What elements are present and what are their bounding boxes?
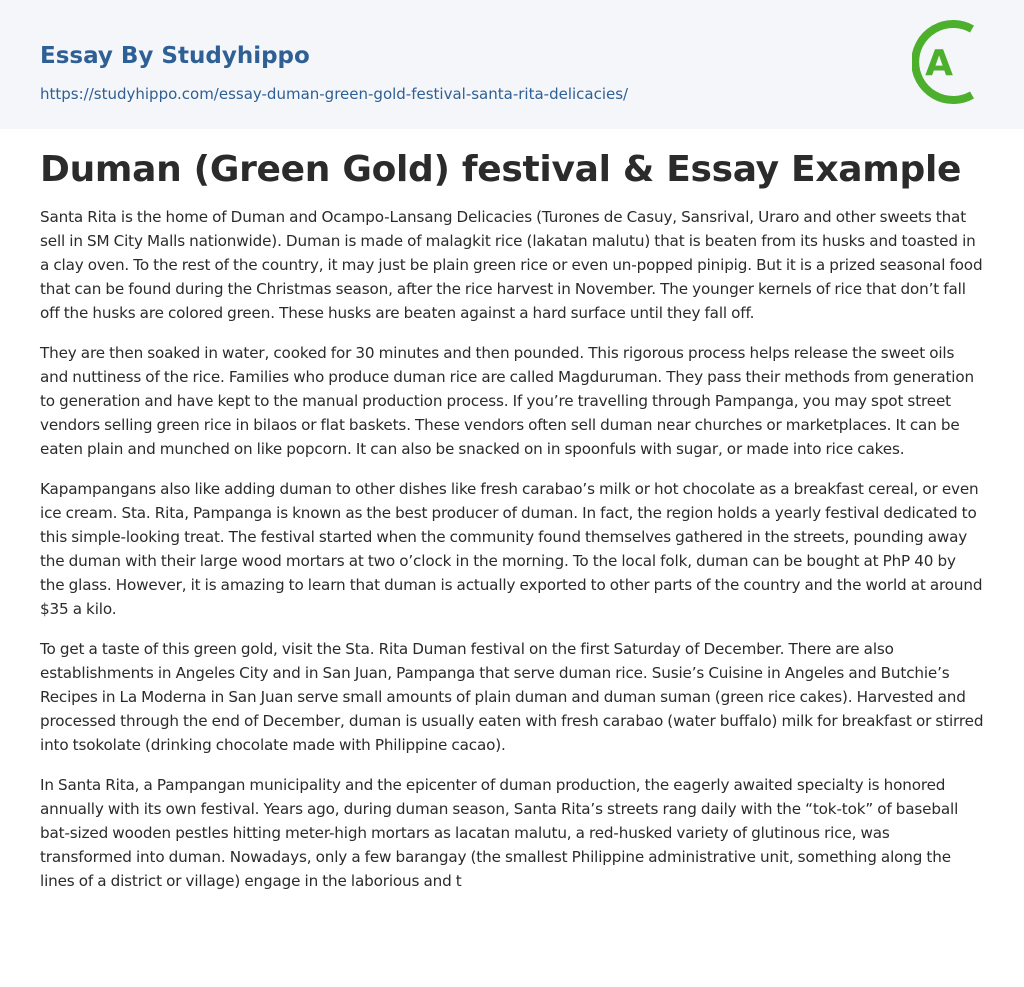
article-paragraph-2: They are then soaked in water, cooked for 30 minutes and then pounded. This rigorous process helps release the sweet oils and nuttiness of the rice. Families who produce duman rice are called Magduruman. They pass their methods from generation to generation and have kept to the manual production process. If you’re travelling through Pampanga, you may spot street vendors selling green rice in bilaos or flat baskets. These vendors often sell duman near churches or marketplaces. It can be eaten plain and munched on like popcorn. It can also be snacked on in spoonfuls with sugar, or made into rice cakes.	[40, 344, 974, 458]
source-url-link[interactable]: https://studyhippo.com/essay-duman-green-gold-festival-santa-rita-delicacies/	[40, 85, 629, 103]
logo-letter: A	[925, 43, 953, 84]
article-paragraph-5: In Santa Rita, a Pampangan municipality and the epicenter of duman production, the eagerly awaited specialty is honored annually with its own festival. Years ago, during duman season, Santa Rita’s streets rang daily with the “tok-tok” of baseball bat-sized wooden pestles hitting meter-high mortars as lacatan malutu, a red-husked variety of glutinous rice, was transformed into duman. Nowadays, only a few barangay (the smallest Philippine administrative unit, something along the lines of a district or village) engage in the laborious and t	[40, 776, 959, 890]
article-paragraph-3: Kapampangans also like adding duman to other dishes like fresh carabao’s milk or hot chocolate as a breakfast cereal, or even ice cream. Sta. Rita, Pampanga is known as the best producer of duman. In fact, the region holds a yearly festival dedicated to this simple-looking treat. The festival started when the community found themselves gathered in the streets, pounding away the duman with their large wood mortars at two o’clock in the morning. To the local folk, duman can be bought at PhP 40 by the glass. However, it is amazing to learn that duman is actually exported to other parts of the country and the world at around $35 a kilo.	[40, 480, 983, 618]
article-paragraph-4: To get a taste of this green gold, visit the Sta. Rita Duman festival on the first Saturday of December. There are also establishments in Angeles City and in San Juan, Pampanga that serve duman rice. Susie’s Cuisine in Angeles and Butchie’s Recipes in La Moderna in San Juan serve small amounts of plain duman and duman suman (green rice cakes). Harvested and processed through the end of December, duman is usually eaten with fresh carabao (water buffalo) milk for breakfast or stirred into tsokolate (drinking chocolate made with Philippine cacao).	[40, 640, 984, 754]
brand-title[interactable]: Essay By Studyhippo	[40, 43, 310, 69]
site-header	[0, 0, 1024, 129]
article-paragraph-1: Santa Rita is the home of Duman and Ocampo-Lansang Delicacies (Turones de Casuy, Sansrival, Uraro and other sweets that sell in SM City Malls nationwide). Duman is made of malagkit rice (lakatan malutu) that is beaten from its husks and toasted in a clay oven. To the rest of the country, it may just be plain green rice or even un-popped pinipig. But it is a prized seasonal food that can be found during the Christmas season, after the rice harvest in November. The younger kernels of rice that don’t fall off the husks are colored green. These husks are beaten against a hard surface until they fall off.	[40, 208, 983, 322]
article	[0, 129, 1024, 893]
page-title: Duman (Green Gold) festival & Essay Example	[40, 149, 962, 190]
studyhippo-logo-icon[interactable]	[912, 19, 986, 105]
